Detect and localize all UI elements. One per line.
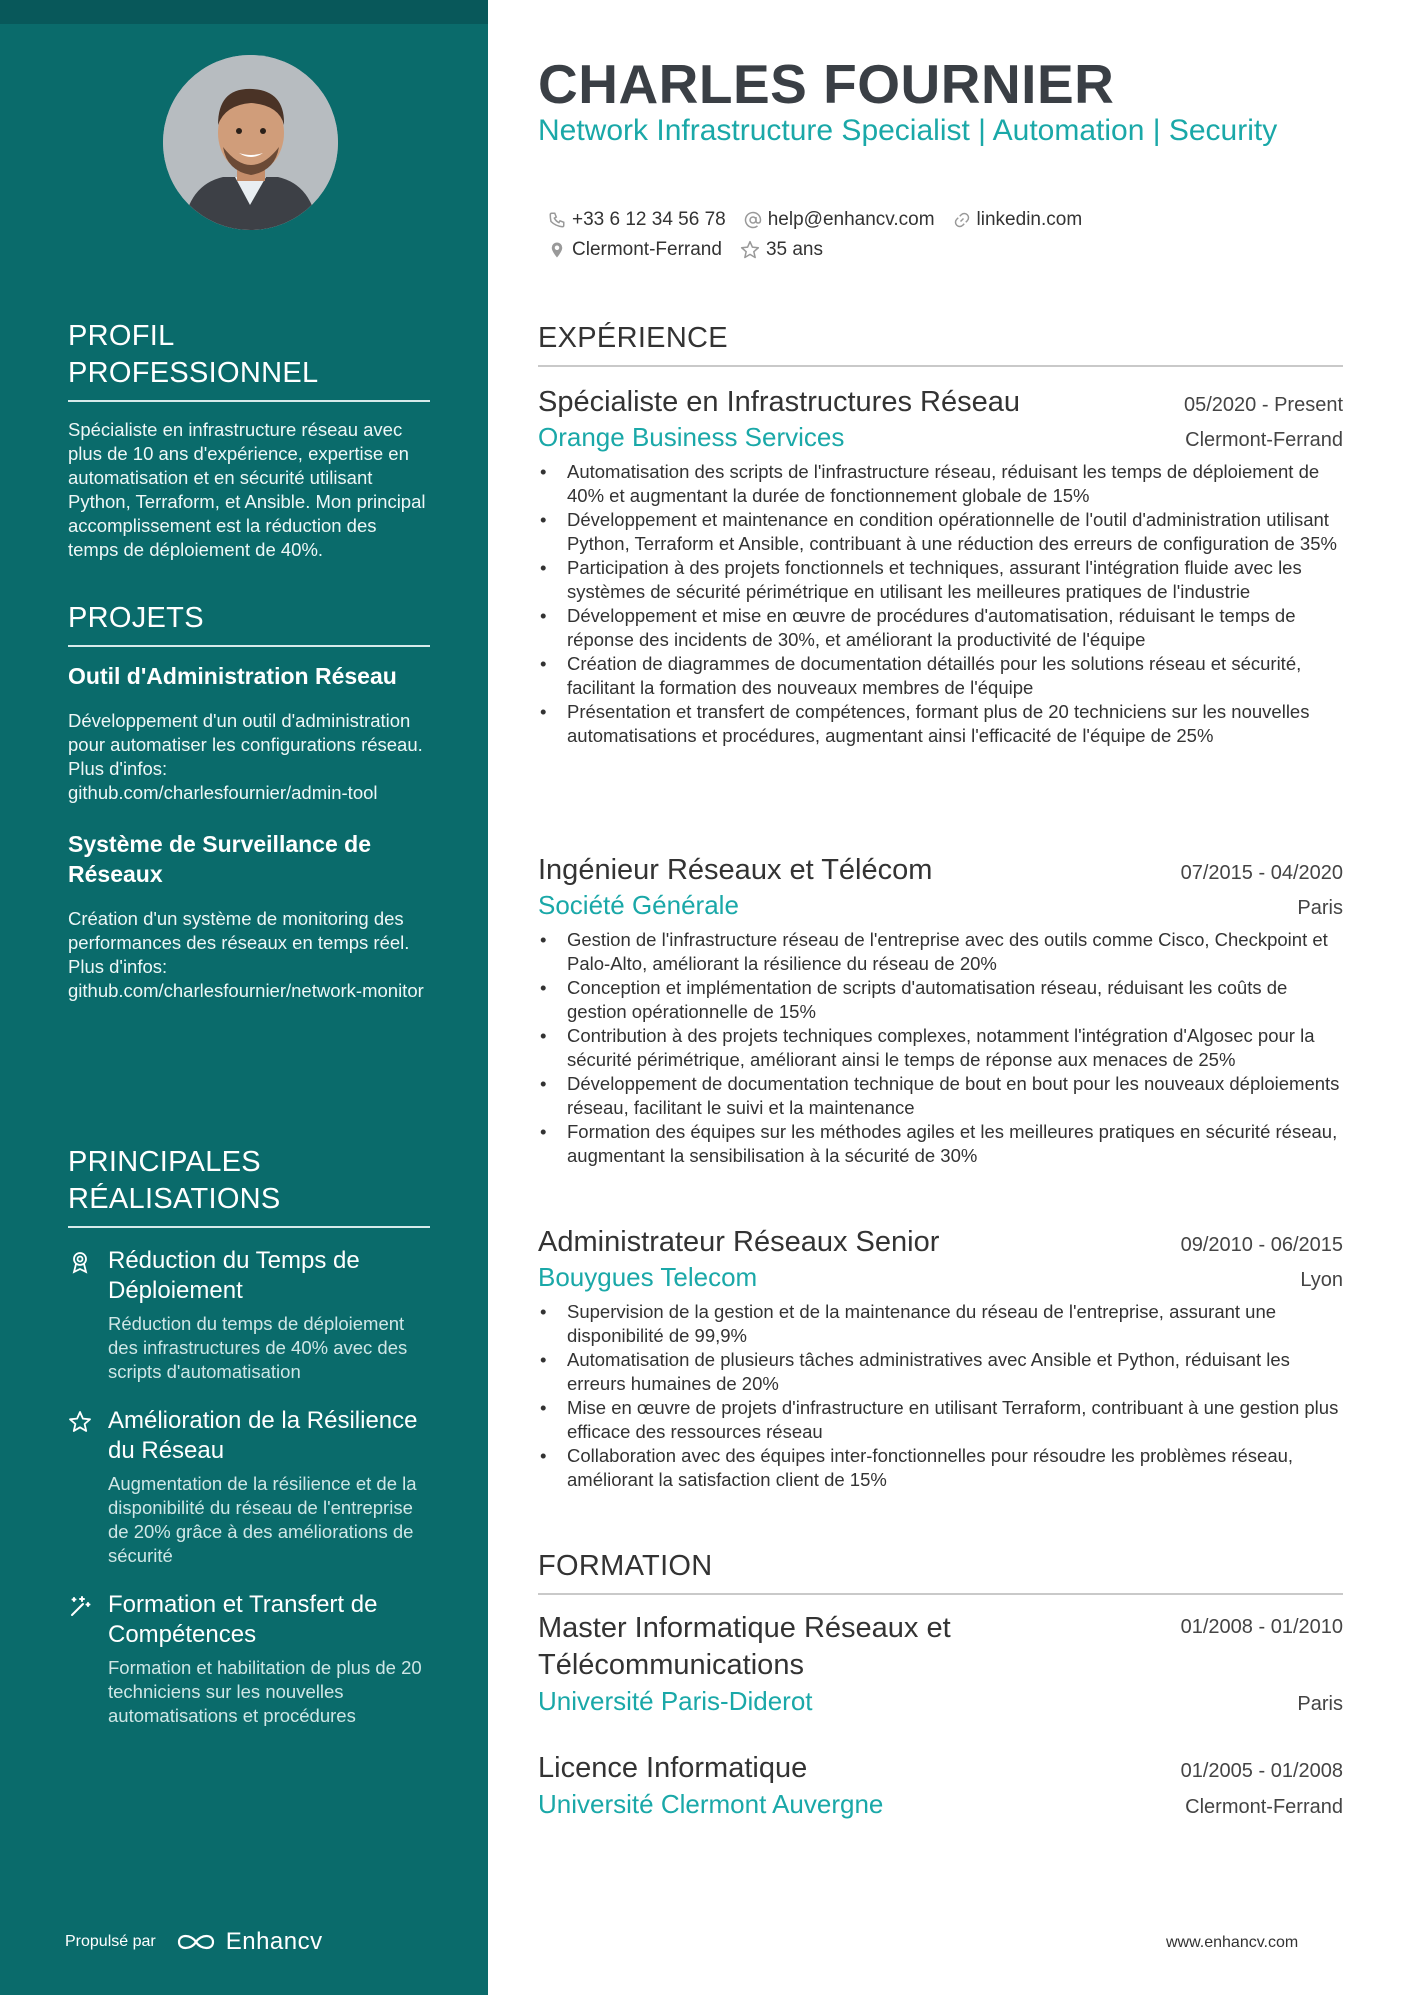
job-bullet: • Présentation et transfert de compétences, formant plus de 20 techniciens sur les nouvelles automatisations et procédures, augmentant ainsi l'efficacité de l'équipe de 25% [538, 700, 1343, 748]
education-entry [538, 1610, 1343, 1718]
job-entry [538, 852, 1343, 1168]
job-bullets [538, 1300, 1343, 1492]
job-bullet: • Supervision de la gestion et de la maintenance du réseau de l'entreprise, assurant une disponibilité de 99,9% [538, 1300, 1343, 1348]
location-contact [548, 239, 722, 261]
sidebar-top-band [0, 0, 488, 24]
education-entry [538, 1750, 1343, 1821]
education-school: Université Clermont Auvergne [538, 1789, 884, 1819]
job-bullet: • Formation des équipes sur les méthodes agiles et les meilleures pratiques en sécurité réseau, augmentant la sensibilisation à la sécurité de 30% [538, 1120, 1343, 1168]
job-bullet: • Collaboration avec des équipes inter-fonctionnelles pour résoudre les problèmes réseau, améliorant la satisfaction client de 15% [538, 1444, 1343, 1492]
job-bullet: • Gestion de l'infrastructure réseau de l'entreprise avec des outils comme Cisco, Checkpoint et Palo-Alto, améliorant la résilience du réseau de 20% [538, 928, 1343, 976]
achievement-text: Augmentation de la résilience et de la disponibilité du réseau de l'entreprise de 20% grâce à des améliorations de sécurité [108, 1473, 417, 1566]
job-company: Orange Business Services [538, 422, 845, 452]
job-title: Ingénieur Réseaux et Télécom [538, 854, 933, 886]
achievement-item [68, 1406, 430, 1568]
achievement-title: Amélioration de la Résilience du Réseau [108, 1407, 418, 1464]
location-text: Clermont-Ferrand [572, 239, 722, 260]
star-icon [68, 1410, 92, 1434]
age-contact [740, 239, 823, 261]
job-bullet: • Création de diagrammes de documentation détaillés pour les solutions réseau et sécurité, facilitant la formation des nouveaux membres de l'équipe [538, 652, 1343, 700]
job-dates: 05/2020 - Present [1184, 394, 1343, 416]
job-bullet: • Mise en œuvre de projets d'infrastructure en utilisant Terraform, contribuant à une gestion plus efficace des ressources réseau [538, 1396, 1343, 1444]
projects-section [68, 600, 430, 1003]
achievement-text: Formation et habilitation de plus de 20 techniciens sur les nouvelles automatisations et procédures [108, 1657, 422, 1726]
candidate-name: CHARLES FOURNIER [538, 53, 1115, 115]
achievement-item [68, 1590, 430, 1728]
projects-heading: PROJETS [68, 600, 430, 647]
linkedin-text: linkedin.com [976, 209, 1083, 230]
email-text: help@enhancv.com [767, 209, 935, 230]
job-entry [538, 1224, 1343, 1492]
job-company: Société Générale [538, 890, 739, 920]
education-school: Université Paris-Diderot [538, 1686, 813, 1716]
achievement-title: Réduction du Temps de Déploiement [108, 1247, 360, 1304]
education-dates: 01/2005 - 01/2008 [1180, 1760, 1343, 1782]
achievements-section [68, 1144, 430, 1728]
education-degree: Licence Informatique [538, 1752, 808, 1784]
job-bullet: • Développement de documentation technique de bout en bout pour les nouveaux déploiements réseau, facilitant le suivi et la maintenance [538, 1072, 1343, 1120]
job-bullet: • Participation à des projets fonctionnels et techniques, assurant l'intégration fluide avec les systèmes de sécurité périmétrique en utilisant les meilleures pratiques de l'industrie [538, 556, 1343, 604]
job-bullet: • Conception et implémentation de scripts d'automatisation réseau, réduisant les coûts de gestion opérationnelle de 15% [538, 976, 1343, 1024]
footer-url[interactable]: www.enhancv.com [1166, 1934, 1299, 1951]
powered-by [65, 1928, 323, 1956]
phone-icon [548, 211, 566, 229]
achievements-heading: PRINCIPALES RÉALISATIONS [68, 1144, 430, 1228]
star-outline-icon [740, 240, 760, 260]
infinity-icon [174, 1931, 218, 1953]
education-degree: Master Informatique Réseaux et Télécommunications [538, 1612, 951, 1681]
job-title: Administrateur Réseaux Senior [538, 1226, 940, 1258]
education-location: Paris [1297, 1693, 1343, 1715]
phone-contact[interactable] [548, 209, 726, 231]
powered-by-label: Propulsé par [65, 1933, 156, 1950]
project-text: Développement d'un outil d'administration pour automatiser les configurations réseau. Plus d'infos: github.com/charlesfournier/admin-tool [68, 710, 423, 803]
job-location: Lyon [1300, 1269, 1343, 1291]
education-dates: 01/2008 - 01/2010 [1180, 1616, 1343, 1638]
linkedin-contact[interactable] [953, 209, 1083, 231]
job-dates: 09/2010 - 06/2015 [1180, 1234, 1343, 1256]
candidate-title: Network Infrastructure Specialist | Automation | Security [538, 114, 1278, 147]
project-title: Outil d'Administration Réseau [68, 663, 397, 689]
enhancv-logo[interactable] [174, 1928, 323, 1956]
achievement-item [68, 1246, 430, 1384]
age-text: 35 ans [765, 239, 823, 260]
achievement-text: Réduction du temps de déploiement des infrastructures de 40% avec des scripts d'automatisation [108, 1313, 408, 1382]
email-contact[interactable] [744, 209, 935, 231]
job-company: Bouygues Telecom [538, 1262, 758, 1292]
job-bullet: • Automatisation de plusieurs tâches administratives avec Ansible et Python, réduisant les erreurs humaines de 20% [538, 1348, 1343, 1396]
job-bullet: • Automatisation des scripts de l'infrastructure réseau, réduisant les temps de déploiement de 40% et augmentant la durée de fonctionnement globale de 15% [538, 460, 1343, 508]
job-location: Paris [1297, 897, 1343, 919]
avatar [163, 55, 338, 230]
project-text: Création d'un système de monitoring des performances des réseaux en temps réel. Plus d'infos: github.com/charlesfournier/network-monitor [68, 908, 424, 1001]
job-dates: 07/2015 - 04/2020 [1180, 862, 1343, 884]
profile-section [68, 318, 430, 562]
brand-name: Enhancv [225, 1928, 323, 1955]
link-icon [953, 211, 971, 229]
project-title: Système de Surveillance de Réseaux [68, 831, 371, 887]
location-pin-icon [548, 241, 566, 259]
job-bullet: • Développement et maintenance en condition opérationnelle de l'outil d'administration utilisant Python, Terraform et Ansible, contribuant à une réduction des erreurs de configuration de 35% [538, 508, 1343, 556]
job-title: Spécialiste en Infrastructures Réseau [538, 386, 1020, 418]
job-entry [538, 384, 1343, 748]
job-bullets [538, 460, 1343, 748]
contact-info [548, 205, 1100, 265]
education-heading: FORMATION [538, 1550, 1343, 1595]
profile-text: Spécialiste en infrastructure réseau avec plus de 10 ans d'expérience, expertise en automatisation et en sécurité utilisant Python, Terraform, et Ansible. Mon principal accomplissement est la réduction des temps de déploiement de 40%. [68, 419, 426, 560]
phone-text: +33 6 12 34 56 78 [572, 209, 726, 230]
experience-heading: EXPÉRIENCE [538, 322, 1343, 367]
job-location: Clermont-Ferrand [1185, 429, 1343, 451]
job-bullet: • Contribution à des projets techniques complexes, notamment l'intégration d'Algosec pour la sécurité périmétrique, améliorant ainsi le temps de réponse aux menaces de 25% [538, 1024, 1343, 1072]
education-location: Clermont-Ferrand [1185, 1796, 1343, 1818]
job-bullets [538, 928, 1343, 1168]
award-icon [68, 1250, 92, 1274]
achievement-title: Formation et Transfert de Compétences [108, 1591, 378, 1648]
sidebar [0, 0, 488, 1995]
profile-heading: PROFIL PROFESSIONNEL [68, 318, 430, 402]
magic-wand-icon [68, 1594, 92, 1618]
at-icon [744, 211, 762, 229]
job-bullet: • Développement et mise en œuvre de procédures d'automatisation, réduisant le temps de réponse des incidents de 30%, et améliorant la productivité de l'équipe [538, 604, 1343, 652]
